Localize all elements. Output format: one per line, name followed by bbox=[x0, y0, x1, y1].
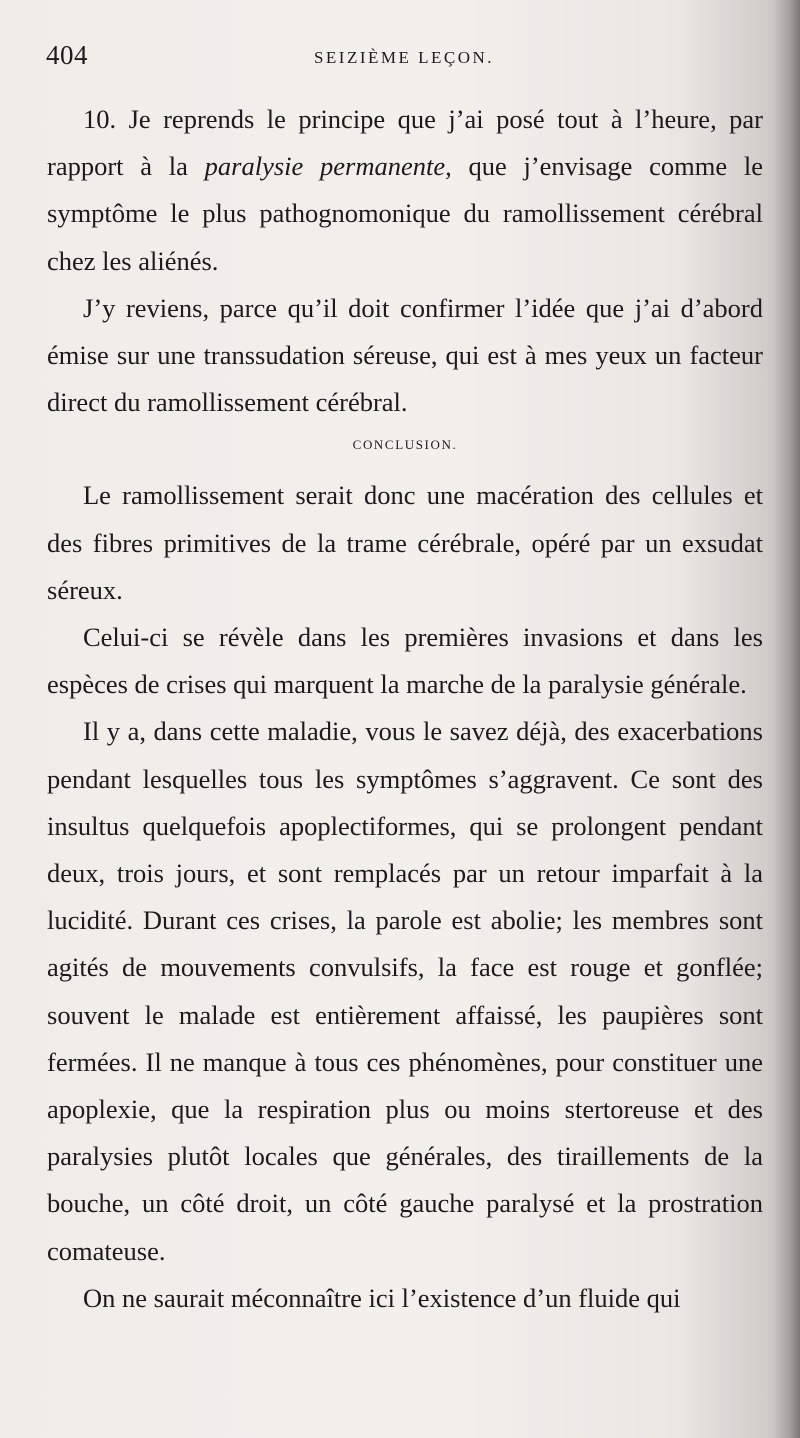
paragraph: Celui-ci se révèle dans les premières invasions et dans les espèces de crises qui marquent la marche de la paralysie générale. bbox=[47, 622, 763, 700]
paragraph: On ne saurait méconnaître ici l’existence d’un fluide qui bbox=[83, 1282, 681, 1313]
emphasis-text: paralysie permanente, bbox=[204, 151, 452, 182]
page-edge-shadow bbox=[774, 0, 800, 1438]
paragraph: Il y a, dans cette maladie, vous le savez déjà, des exacerbations pendant lesquelles tous les symptômes s’aggravent. Ce sont des insultus quelquefois apoplectiformes, qui se prolongent pendant deux, trois jours, et sont remplacés par un retour imparfait à la lucidité. Durant ces crises, la parole est abolie; les membres sont agités de mouvements convulsifs, la face est rouge et gonflée; souvent le malade est entièrement affaissé, les paupières sont fermées. Il ne manque à tous ces phénomènes, pour constituer une apoplexie, que la respiration plus ou moins stertoreuse et des paralysies plutôt locales que générales, des tiraillements de la bouche, un côté droit, un côté gauche paralysé et la prostration comateuse. bbox=[47, 716, 763, 1266]
paragraph-section-10 bbox=[47, 96, 763, 285]
paragraph-text: que j’envisage comme le symptôme le plus pathognomonique du ramollissement cérébral chez les aliénés. bbox=[47, 151, 763, 276]
paragraph: J’y reviens, parce qu’il doit confirmer l’idée que j’ai d’abord émise sur une transsudation séreuse, qui est à mes yeux un facteur direct du ramollissement cérébral. bbox=[47, 292, 763, 418]
section-heading-conclusion: CONCLUSION. bbox=[352, 437, 458, 453]
paragraph: Le ramollissement serait donc une macération des cellules et des fibres primitives de la trame cérébrale, opéré par un exsudat séreux. bbox=[47, 480, 763, 605]
chapter-title: SEIZIÈME LEÇON. bbox=[313, 48, 495, 67]
paragraph-text: Je reprends le principe que j’ai posé tout à l’heure, par rapport à la bbox=[47, 104, 763, 182]
section-number: 10. bbox=[83, 104, 117, 134]
running-head bbox=[46, 40, 762, 80]
body-text bbox=[47, 96, 763, 1322]
page-number: 404 bbox=[46, 40, 88, 70]
